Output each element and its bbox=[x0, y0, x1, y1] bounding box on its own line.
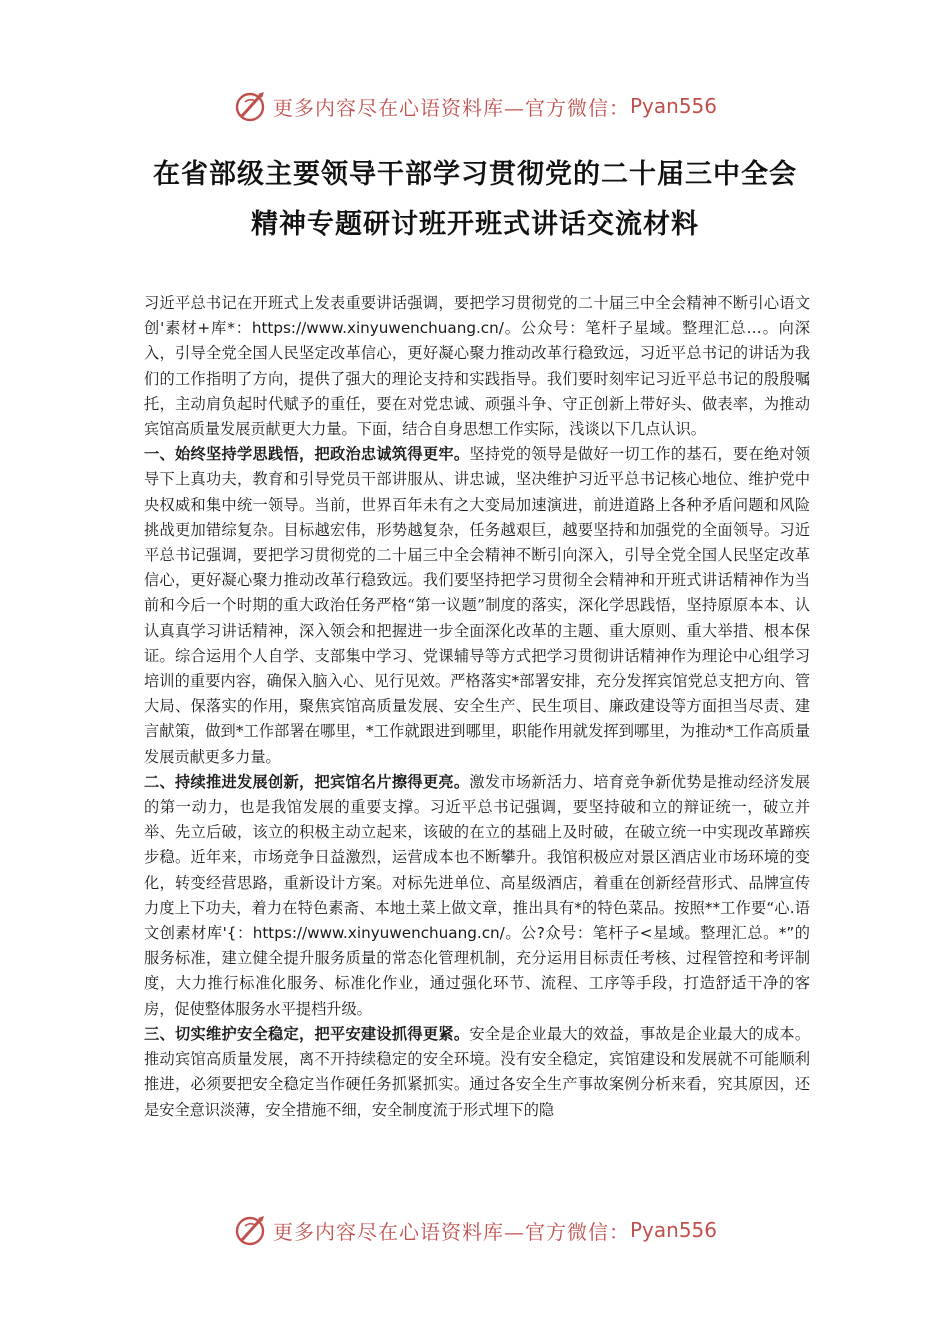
banner-wechat-id: Pyan556 bbox=[629, 1218, 717, 1242]
intro-paragraph: 习近平总书记在开班式上发表重要讲话强调，要把学习贯彻党的二十届三中全会精神不断引心语文创'素材+库*：https://www.xinyuwenchuang.cn/。公众号：笔杆子星域。整理汇总…。向深入，引导全党全国人民坚定改革信心，更好凝心聚力推动改革行稳致远，习近平总书记的讲话为我们的工作指明了方向，提供了强大的理论支持和实践指导。我们要时刻牢记习近平总书记的殷殷嘱托，主动肩负起时代赋予的重任，要在对党忠诚、顽强斗争、守正创新上带好头、做表率，为推动宾馆高质量发展贡献更大力量。下面，结合自身思想工作实际，浅谈以下几点认识。 bbox=[144, 294, 810, 439]
section-3-heading: 三、切实维护安全稳定，把平安建设抓得更紧。 bbox=[144, 1024, 470, 1043]
section-3-body: 安全是企业最大的效益，事故是企业最大的成本。推动宾馆高质量发展，离不开持续稳定的安全环境。没有安全稳定，宾馆建设和发展就不可能顺利推进，必须要把安全稳定当作硬任务抓紧抓实。通过各安全生产事故案例分析来看，究其原因，还是安全意识淡薄，安全措施不细，安全制度流于形式埋下的隐 bbox=[144, 1024, 811, 1119]
section-2 bbox=[144, 770, 810, 1022]
header-watermark-banner bbox=[0, 84, 950, 128]
section-1-body: 坚持党的领导是做好一切工作的基石，要在绝对领导下上真功夫，教育和引导党员干部讲服从、讲忠诚，坚决维护习近平总书记核心地位、维护党中央权威和集中统一领导。当前，世界百年未有之大变局加速演进，前进道路上各种矛盾问题和风险挑战更加错综复杂。目标越宏伟，形势越复杂，任务越艰巨，越要坚持和加强党的全面领导。习近平总书记强调，要把学习贯彻党的二十届三中全会精神不断引向深入，引导全党全国人民坚定改革信心，更好凝心聚力推动改革行稳致远。我们要坚持把学习贯彻全会精神和开班式讲话精神作为当前和今后一个时期的重大政治任务严格“第一议题”制度的落实，深化学思践悟，坚持原原本本、认认真真学习讲话精神，深入领会和把握进一步全面深化改革的主题、重大原则、重大举措、根本保证。综合运用个人自学、支部集中学习、党课辅导等方式把学习贯彻讲话精神作为理论中心组学习培训的重要内容，确保入脑入心、见行见效。严格落实*部署安排，充分发挥宾馆党总支把方向、管大局、保落实的作用，聚焦宾馆高质量发展、安全生产、民生项目、廉政建设等方面担当尽责、建言献策，做到*工作部署在哪里，*工作就跟进到哪里，职能作用就发挥到哪里，为推动*工作高质量发展贡献更多力量。 bbox=[144, 445, 811, 766]
document-title-line-1: 在省部级主要领导干部学习贯彻党的二十届三中全会 bbox=[153, 159, 797, 190]
section-2-heading: 二、持续推进发展创新，把宾馆名片擦得更亮。 bbox=[144, 772, 470, 791]
footer-watermark-banner bbox=[0, 1208, 950, 1252]
document-body bbox=[144, 291, 810, 1123]
document-title-line-2: 精神专题研讨班开班式讲话交流材料 bbox=[251, 209, 699, 240]
section-1 bbox=[144, 442, 810, 770]
banner-wechat-id: Pyan556 bbox=[629, 94, 717, 118]
pen-logo-icon bbox=[233, 88, 269, 124]
section-3 bbox=[144, 1022, 810, 1123]
section-2-body: 激发市场新活力、培育竞争新优势是推动经济发展的第一动力，也是我馆发展的重要支撑。习近平总书记强调，要坚持破和立的辩证统一，破立并举、先立后破，该立的积极主动立起来，该破的在立的基础上及时破，在破立统一中实现改革蹄疾步稳。近年来，市场竞争日益激烈，运营成本也不断攀升。我馆积极应对景区酒店业市场环境的变化，转变经营思路，重新设计方案。对标先进单位、高星级酒店，着重在创新经营形式、品牌宣传力度上下功夫，着力在特色素斋、本地土菜上做文章，推出具有*的特色菜品。按照**工作要“心.语文创素材库'{：https://www.xinyuwenchuang.cn/。公?众号：笔杆子<星域。整理汇总。*”的服务标准，建立健全提升服务质量的常态化管理机制，充分运用目标责任考核、过程管控和考评制度，大力推行标准化服务、标准化作业，通过强化环节、流程、工序等手段，打造舒适干净的客房，促使整体服务水平提档升级。 bbox=[144, 772, 811, 1018]
section-1-heading: 一、始终坚持学思践悟，把政治忠诚筑得更牢。 bbox=[144, 445, 470, 464]
banner-text: 更多内容尽在心语资料库—官方微信： bbox=[272, 1219, 630, 1244]
pen-logo-icon bbox=[233, 1212, 269, 1248]
banner-text: 更多内容尽在心语资料库—官方微信： bbox=[272, 95, 630, 120]
